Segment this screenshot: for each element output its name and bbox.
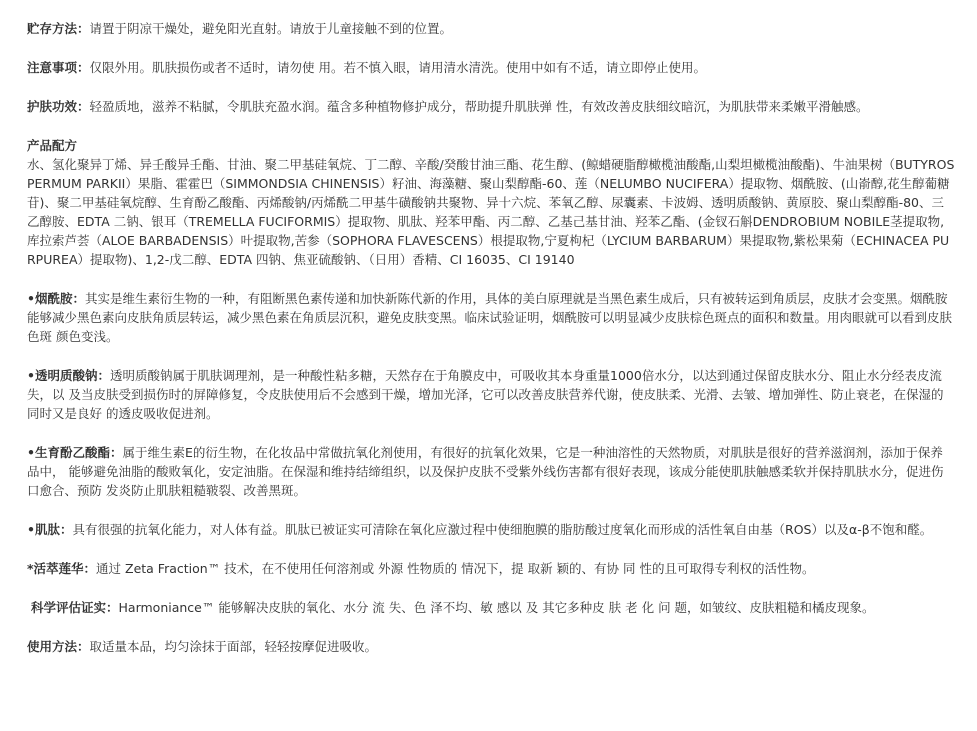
spacer (27, 617, 955, 637)
usage-text: 取适量本品，均匀涂抹于面部，轻轻按摩促进吸收。 (89, 639, 378, 654)
formula-section (27, 155, 955, 269)
niacinamide-text: 其实是维生素衍生物的一种，有阻断黑色素传递和加快新陈代新的作用，具体的美白原理就是当黑色素生成后，只有被转运到角质层，皮肤才会变黑。烟酰胺 能够减少黑色素向皮肤角质层转运，减少黑色素在角质层沉积，避免皮肤变黑。临床试验证明，烟酰胺可以明显减少皮肤棕色斑点的面积和数量。用肉眼就可以看到皮肤色斑 颜色变浅。 (27, 291, 953, 344)
niacinamide-label: •烟酰胺： (27, 291, 85, 306)
peptide-text: 具有很强的抗氧化能力，对人体有益。肌肽已被证实可清除在氧化应激过程中使细胞膜的脂肪酸过度氧化而形成的活性氧自由基（ROS）以及α-β不饱和醛。 (72, 522, 933, 537)
spacer (27, 500, 955, 520)
evidence-label: 科学评估证实： (31, 600, 119, 615)
hyaluronate-text: 透明质酸钠属于肌肤调理剂，是一种酸性粘多糖，天然存在于角膜皮中，可吸收其本身重量1000倍水分，以达到通过保留皮肤水分、阻止水分经表皮流失，以 及当皮肤受到损伤时的屏障修复，令皮肤使用后不会感到干燥，增加光泽，它可以改善皮肤营养代谢，使皮肤柔、光滑、去皱、增加弹性、防止衰老，在保湿的同时又是良好 的透皮吸收促进剂。 (27, 368, 944, 421)
tocopheryl-text: 属于维生素E的衍生物，在化妆品中常做抗氧化剂使用，有很好的抗氧化效果，它是一种油溶性的天然物质，对肌肤是很好的营养滋润剂，添加于保养品中， 能够避免油脂的酸败氧化，安定油脂。在保湿和维持结缔组织，以及保护皮肤不受紫外线伤害都有很好表现，该成分能使肌肤触感柔软并保持肌肤水分，促进伤口愈合、预防 发炎防止肌肤粗糙皲裂、改善黑斑。 (27, 445, 944, 498)
spacer (27, 346, 955, 366)
lotus-label: *活萃莲华： (27, 561, 97, 576)
evidence-section (27, 598, 955, 617)
hyaluronate-section (27, 366, 955, 423)
spacer (27, 116, 955, 136)
storage-section (27, 19, 955, 38)
lotus-text: 通过 Zeta Fraction™ 技术，在不使用任何溶剂或 外源 性物质的 情况下，提 取新 颖的、有协 同 性的且可取得专利权的活性物。 (96, 561, 815, 576)
efficacy-section (27, 97, 955, 116)
storage-label: 贮存方法： (27, 21, 90, 36)
spacer (27, 77, 955, 97)
spacer (27, 539, 955, 559)
caution-text: 仅限外用。肌肤损伤或者不适时，请勿使 用。若不慎入眼，请用清水清洗。使用中如有不适，请立即停止使用。 (89, 60, 706, 75)
formula-heading-row (27, 136, 955, 155)
usage-label: 使用方法： (27, 639, 90, 654)
efficacy-label: 护肤功效： (27, 99, 90, 114)
formula-text: 水、氢化聚异丁烯、异壬酸异壬酯、甘油、聚二甲基硅氧烷、丁二醇、辛酸/癸酸甘油三酯、花生醇、(鲸蜡硬脂醇橄榄油酸酯,山梨坦橄榄油酸酯)、牛油果树（BUTYROSPERMUM PARKII）果脂、霍霍巴（SIMMONDSIA CHINENSIS）籽油、海藻糖、聚山梨醇酯-60、莲（NELUMBO NUCIFERA）提取物、烟酰胺、(山嵛醇,花生醇葡糖苷)、聚二甲基硅氧烷醇、生育酚乙酸酯、丙烯酸钠/丙烯酰二甲基牛磺酸钠共聚物、异十六烷、苯氧乙醇、尿囊素、卡波姆、透明质酸钠、黄原胶、聚山梨醇酯-80、三乙醇胺、EDTA 二钠、银耳（TREMELLA FUCIFORMIS）提取物、肌肽、羟苯甲酯、丙二醇、乙基己基甘油、羟苯乙酯、(金钗石斛DENDROBIUM NOBILE茎提取物,库拉索芦荟（ALOE BARBADENSIS）叶提取物,苦参（SOPHORA FLAVESCENS）根提取物,宁夏枸杞（LYCIUM BARBARUM）果提取物,紫松果菊（ECHINACEA PURPUREA）提取物)、1,2-戊二醇、EDTA 四钠、焦亚硫酸钠、（日用）香精、CI 16035、CI 19140 (27, 157, 955, 267)
lotus-section (27, 559, 955, 578)
evidence-text: Harmoniance™ 能够解决皮肤的氧化、水分 流 失、色 泽不均、敏 感以 及 其它多种皮 肤 老 化 问 题，如皱纹、皮肤粗糙和橘皮现象。 (118, 600, 875, 615)
spacer (27, 269, 955, 289)
peptide-label: •肌肽： (27, 522, 73, 537)
caution-label: 注意事项： (27, 60, 90, 75)
peptide-section (27, 520, 955, 539)
usage-section (27, 637, 955, 656)
formula-label: 产品配方 (27, 138, 78, 153)
spacer (27, 578, 955, 598)
spacer (27, 38, 955, 58)
caution-section (27, 58, 955, 77)
tocopheryl-section (27, 443, 955, 500)
storage-text: 请置于阴凉干燥处，避免阳光直射。请放于儿童接触不到的位置。 (89, 21, 453, 36)
efficacy-text: 轻盈质地，滋养不粘腻，令肌肤充盈水润。蕴含多种植物修护成分，帮助提升肌肤弹 性，有效改善皮肤细纹暗沉，为肌肤带来柔嫩平滑触感。 (89, 99, 869, 114)
niacinamide-section (27, 289, 955, 346)
tocopheryl-label: •生育酚乙酸酯： (27, 445, 123, 460)
hyaluronate-label: •透明质酸钠： (27, 368, 110, 383)
spacer (27, 423, 955, 443)
